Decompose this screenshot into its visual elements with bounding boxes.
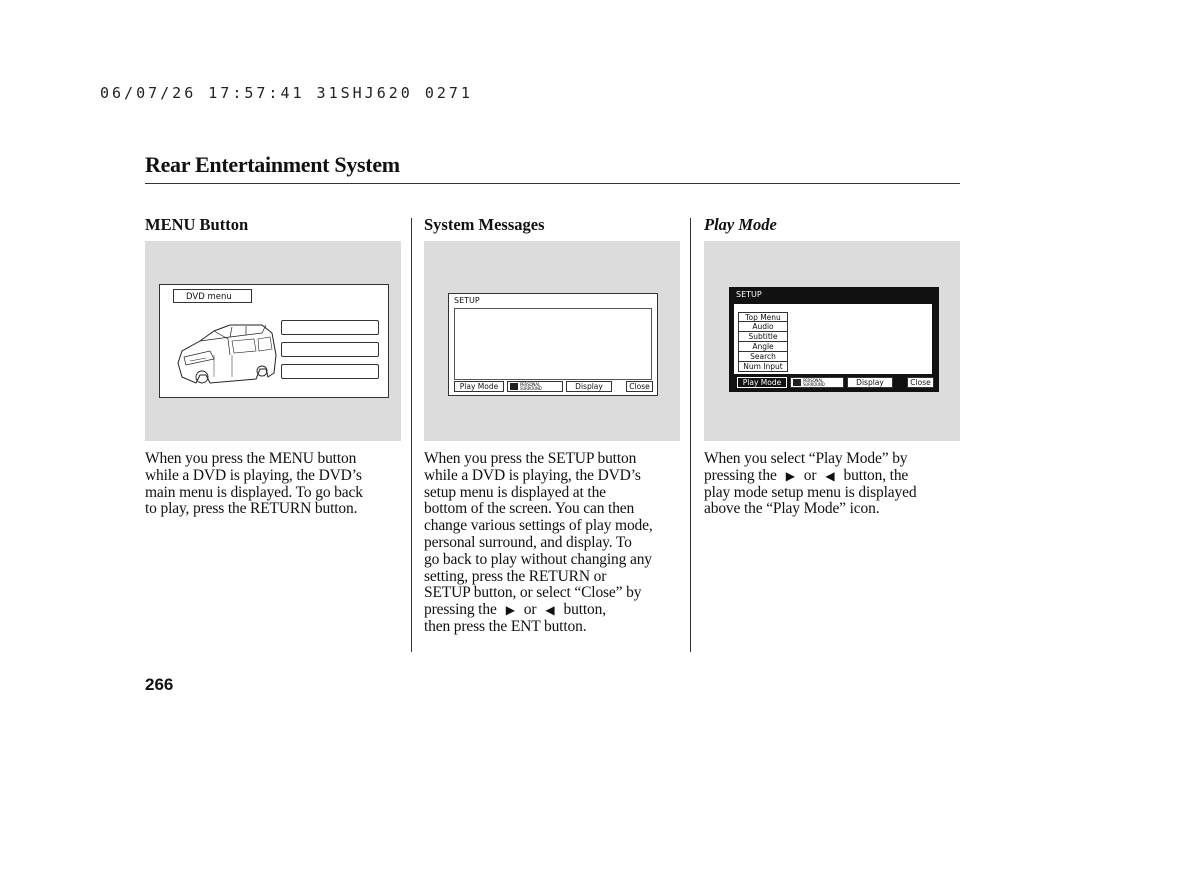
text-line: to play, press the RETURN button.: [145, 500, 358, 518]
screen-title: SETUP: [454, 296, 480, 305]
display-button[interactable]: Display: [566, 381, 612, 392]
text-fragment: or: [803, 466, 817, 484]
screen-content-area: [734, 304, 932, 374]
illustration-panel: [424, 241, 680, 441]
setup-button-bar: [454, 381, 653, 392]
display-button[interactable]: Display: [847, 377, 893, 388]
play-mode-button[interactable]: Play Mode: [737, 377, 787, 388]
text-line: setting, press the RETURN or: [424, 567, 607, 585]
ps-label-line: SURROUND: [803, 381, 825, 387]
title-rule: [145, 183, 960, 184]
section-heading: Play Mode: [704, 215, 777, 234]
menu-button-section: [145, 215, 403, 518]
text-fragment: pressing the: [704, 466, 777, 484]
text-line: main menu is displayed. To go back: [145, 483, 363, 501]
column-divider: [690, 218, 691, 652]
text-line: play mode setup menu is displayed: [704, 483, 917, 501]
column-divider: [411, 218, 412, 652]
text-line: while a DVD is playing, the DVD’s: [145, 466, 362, 484]
ps-label-line: PERSONAL: [520, 381, 540, 387]
text-line: go back to play without changing any: [424, 550, 652, 568]
personal-surround-icon: [793, 379, 801, 386]
personal-surround-icon: [510, 383, 518, 390]
text-line: personal surround, and display. To: [424, 533, 632, 551]
text-fragment: pressing the: [424, 601, 497, 619]
text-line: bottom of the screen. You can then: [424, 500, 635, 518]
setup-button-bar: [734, 377, 934, 388]
section-body-text: [704, 451, 962, 518]
ps-label-line: PERSONAL: [803, 377, 823, 383]
page-number: 266: [145, 675, 174, 694]
text-line: When you press the MENU button: [145, 450, 357, 467]
system-messages-section: [424, 215, 682, 636]
menu-item-num-input[interactable]: Num Input: [738, 362, 788, 372]
personal-surround-button[interactable]: [790, 377, 844, 388]
left-arrow-icon: ◀: [545, 603, 555, 618]
section-heading: MENU Button: [145, 215, 249, 234]
screen-title: SETUP: [736, 290, 762, 299]
ps-label-line: SURROUND: [520, 385, 542, 391]
right-arrow-icon: ▶: [505, 603, 515, 618]
section-heading: System Messages: [424, 215, 545, 234]
dvd-menu-screen: [159, 284, 389, 398]
print-stamp: 06/07/26 17:57:41 31SHJ620 0271: [100, 84, 473, 102]
personal-surround-label: [803, 379, 825, 387]
play-mode-screen: [729, 287, 939, 392]
text-line: [704, 468, 962, 485]
text-line: When you select “Play Mode” by: [704, 450, 908, 467]
right-arrow-icon: ▶: [785, 468, 795, 483]
text-line: while a DVD is playing, the DVD’s: [424, 466, 641, 484]
illustration-panel: [145, 241, 401, 441]
text-line: When you press the SETUP button: [424, 450, 637, 467]
close-button[interactable]: Close: [626, 381, 653, 392]
menu-item-top-menu[interactable]: Top Menu: [738, 312, 788, 322]
close-button[interactable]: Close: [907, 377, 934, 388]
text-line: setup menu is displayed at the: [424, 483, 606, 501]
play-mode-button[interactable]: Play Mode: [454, 381, 504, 392]
menu-item-subtitle[interactable]: Subtitle: [738, 332, 788, 342]
text-line: [424, 602, 682, 619]
menu-item-search[interactable]: Search: [738, 352, 788, 362]
menu-option-slot: [281, 320, 379, 335]
text-fragment: button,: [563, 601, 606, 619]
text-fragment: or: [523, 601, 537, 619]
section-body-text: [145, 451, 403, 518]
page-title: Rear Entertainment System: [145, 152, 400, 177]
menu-option-slot: [281, 364, 379, 379]
menu-item-angle[interactable]: Angle: [738, 342, 788, 352]
dvd-menu-label: DVD menu: [173, 289, 252, 303]
menu-item-audio[interactable]: Audio: [738, 322, 788, 332]
section-body-text: [424, 451, 682, 636]
personal-surround-label: [520, 383, 542, 391]
illustration-panel: [704, 241, 960, 441]
text-fragment: button, the: [843, 466, 909, 484]
play-mode-section: [704, 215, 962, 518]
text-line: change various settings of play mode,: [424, 517, 653, 535]
play-mode-menu: [738, 312, 788, 372]
text-line: SETUP button, or select “Close” by: [424, 584, 642, 602]
personal-surround-button[interactable]: [507, 381, 563, 392]
minivan-illustration: [170, 311, 280, 391]
text-line: above the “Play Mode” icon.: [704, 500, 880, 518]
left-arrow-icon: ◀: [825, 468, 835, 483]
setup-screen: [448, 293, 658, 396]
screen-content-area: [454, 308, 652, 380]
text-line: then press the ENT button.: [424, 617, 587, 635]
menu-option-slot: [281, 342, 379, 357]
